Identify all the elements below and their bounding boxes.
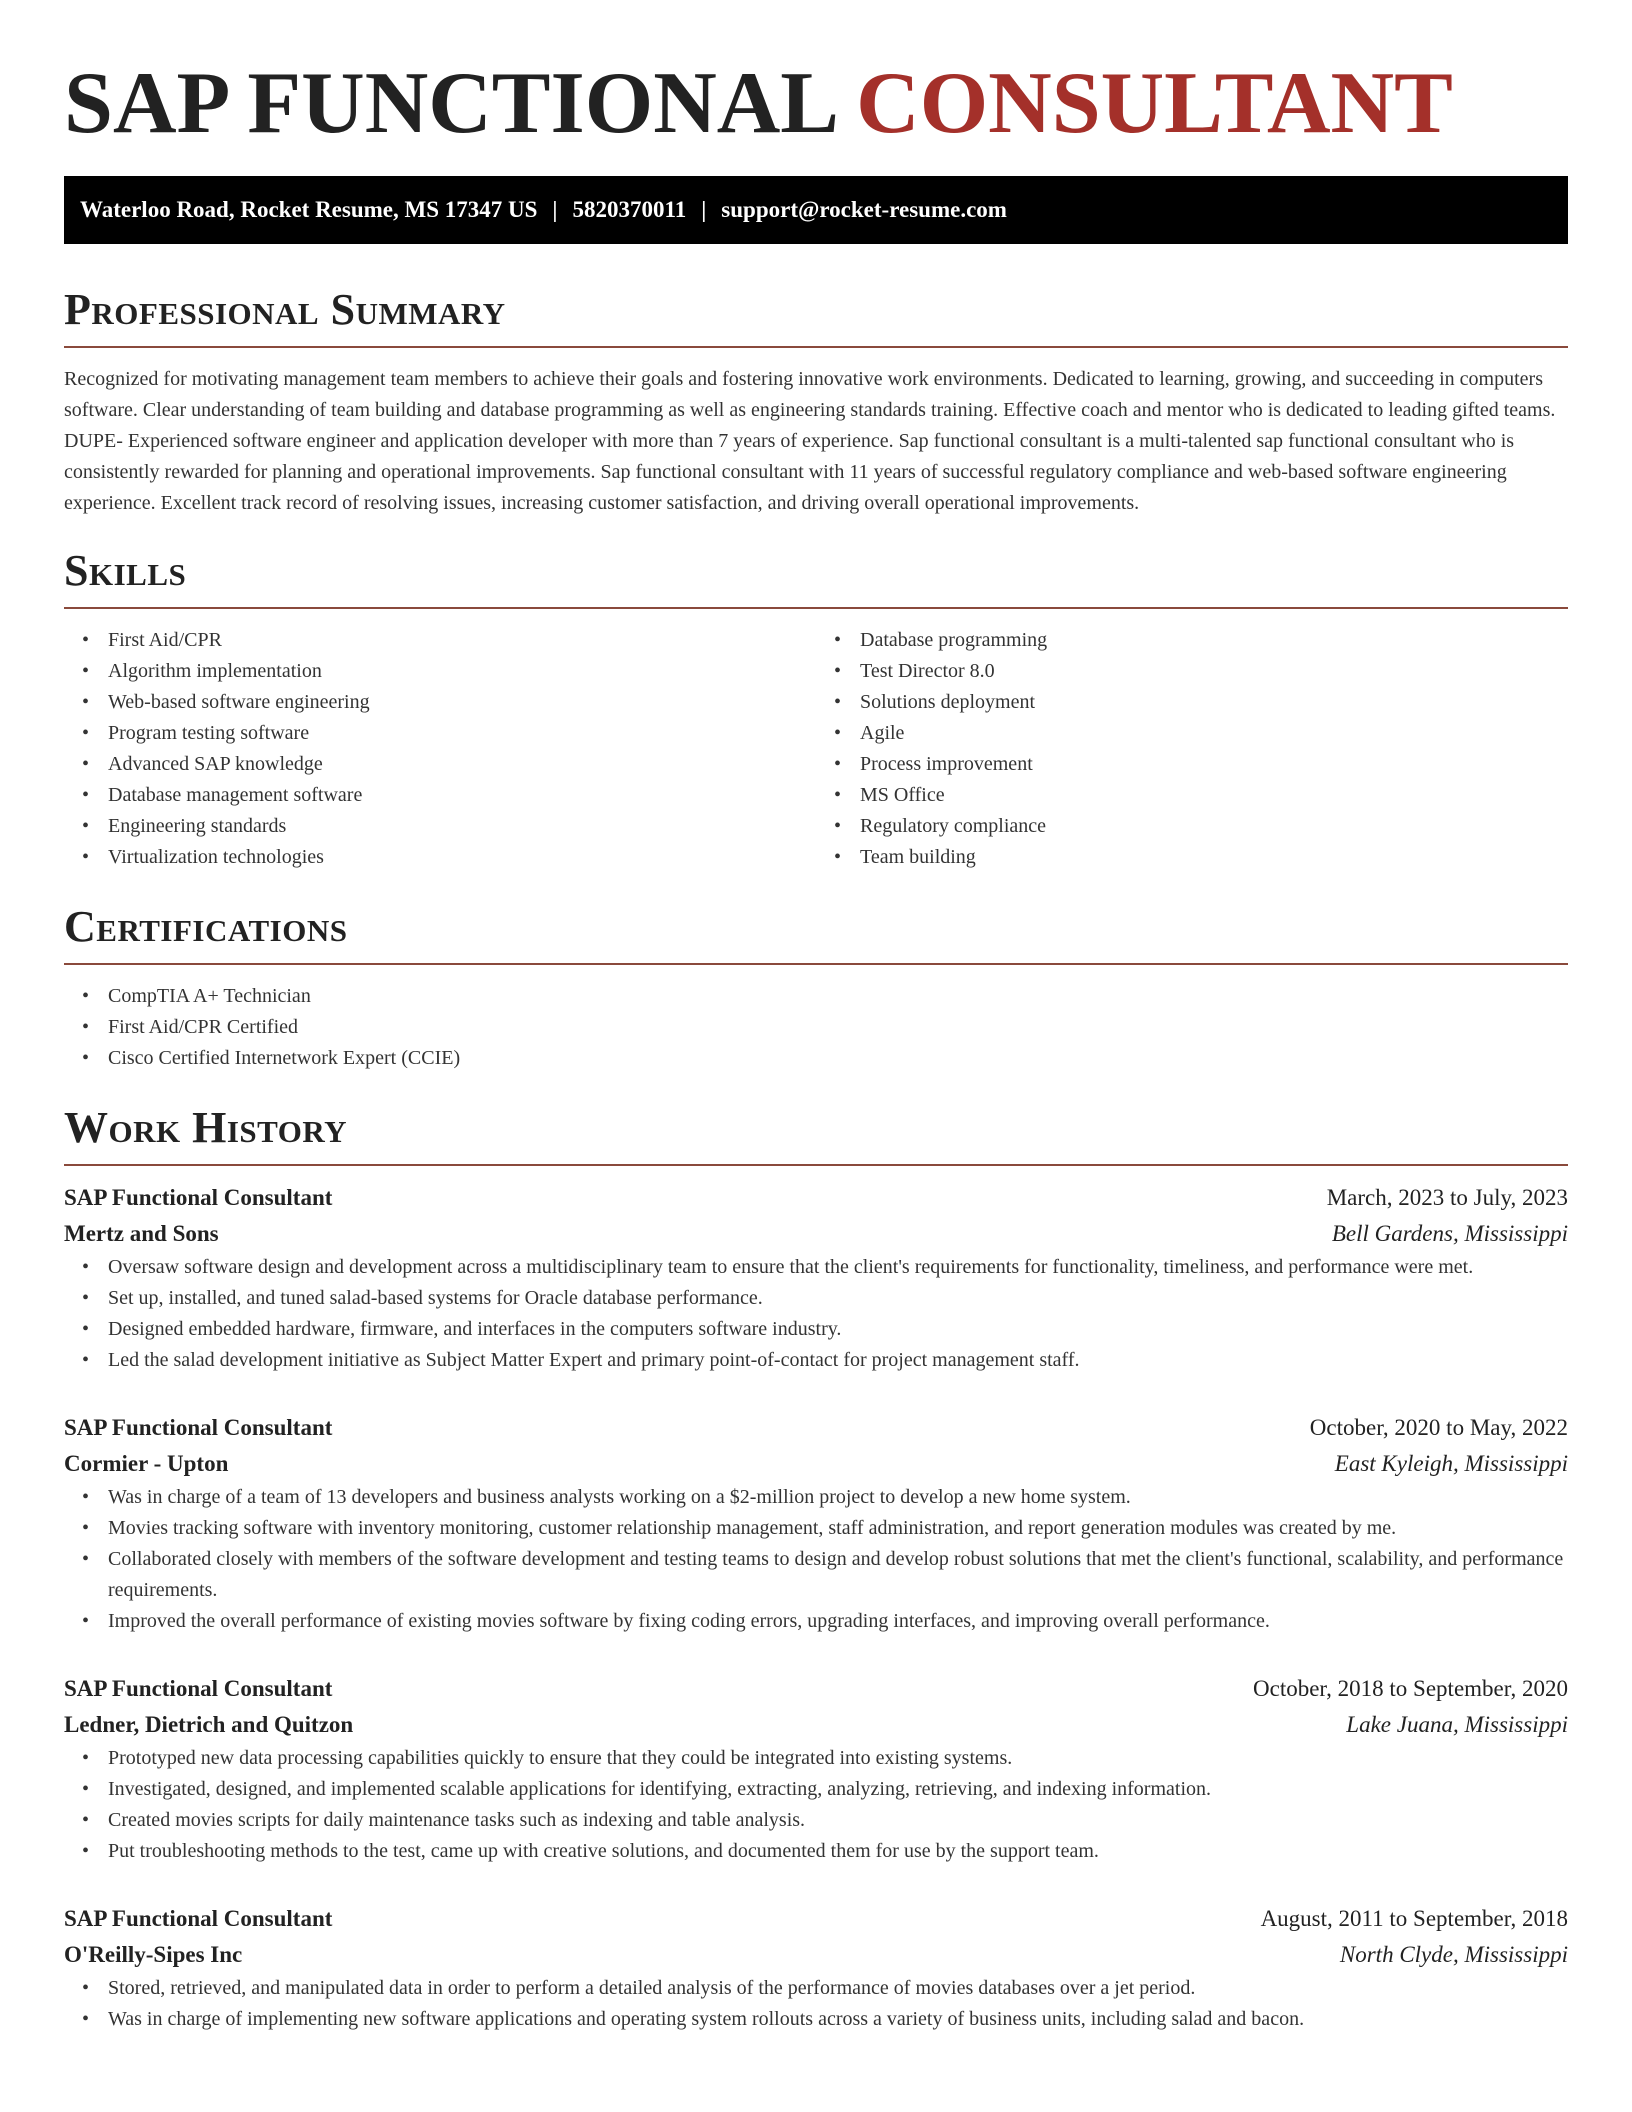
bullet-icon: • <box>82 691 90 713</box>
job-bullets <box>64 1743 1568 1867</box>
bullet-icon: • <box>834 722 842 744</box>
job-dates: August, 2011 to September, 2018 <box>1260 1906 1568 1931</box>
bullet-icon: • <box>82 1778 90 1800</box>
summary-text: Recognized for motivating management team members to achieve their goals and fostering innovative work environments. Dedicated to learning, growing, and succeeding in computers software. Clear understanding of team building and database programming as well as engineering standards training. Effective coach and mentor who is dedicated to leading gifted teams. DUPE- Experienced software engineer and application developer with more than 7 years of experience. Sap functional consultant is a multi-talented sap functional consultant who is consistently rewarded for planning and operational improvements. Sap functional consultant with 11 years of successful regulatory compliance and web-based software engineering experience. Excellent track record of resolving issues, increasing customer satisfaction, and driving overall operational improvements. <box>64 368 1556 514</box>
job-location: Lake Juana, Mississippi <box>1346 1712 1568 1737</box>
bullet-icon: • <box>82 1318 90 1340</box>
skill-item: • Agile <box>816 718 1568 749</box>
section-divider <box>64 1164 1568 1166</box>
certification-item: • Cisco Certified Internetwork Expert (CCIE) <box>64 1043 1568 1074</box>
skill-item: • Web-based software engineering <box>64 687 816 718</box>
bullet-icon: • <box>82 629 90 651</box>
section-divider <box>64 346 1568 348</box>
section-title: Skills <box>64 546 187 595</box>
skill-item: • First Aid/CPR <box>64 625 816 656</box>
job-role: SAP Functional Consultant <box>64 1906 333 1931</box>
job-role: SAP Functional Consultant <box>64 1415 333 1440</box>
bullet-icon: • <box>82 846 90 868</box>
job-entry <box>64 1901 1568 2035</box>
job-company: Ledner, Dietrich and Quitzon <box>64 1712 354 1737</box>
job-dates: October, 2020 to May, 2022 <box>1309 1415 1568 1440</box>
job-bullet: • Oversaw software design and development across a multidisciplinary team to ensure that the client's requirements for functionality, timeliness, and performance were met. <box>64 1252 1568 1283</box>
bullet-icon: • <box>82 1256 90 1278</box>
job-bullet: • Stored, retrieved, and manipulated data in order to perform a detailed analysis of the performance of movies databases over a jet period. <box>64 1973 1568 2004</box>
job-role: SAP Functional Consultant <box>64 1185 333 1210</box>
job-bullet: • Movies tracking software with inventory monitoring, customer relationship management, staff administration, and report generation modules was created by me. <box>64 1513 1568 1544</box>
job-company-row <box>64 1216 1568 1252</box>
skills-columns <box>64 625 1568 873</box>
bullet-icon: • <box>82 1047 90 1069</box>
title-part-2: CONSULTANT <box>856 55 1453 152</box>
contact-separator: | <box>552 197 558 222</box>
job-bullet: • Was in charge of a team of 13 developers and business analysts working on a $2-million project to develop a new home system. <box>64 1482 1568 1513</box>
job-bullets <box>64 1973 1568 2035</box>
bullet-icon: • <box>834 815 842 837</box>
job-bullet: • Put troubleshooting methods to the test, came up with creative solutions, and documented them for use by the support team. <box>64 1836 1568 1867</box>
summary-section <box>64 284 1568 519</box>
bullet-icon: • <box>82 1747 90 1769</box>
job-bullet: • Improved the overall performance of existing movies software by fixing coding errors, upgrading interfaces, and improving overall performance. <box>64 1606 1568 1637</box>
job-location: Bell Gardens, Mississippi <box>1331 1221 1568 1246</box>
bullet-icon: • <box>82 985 90 1007</box>
skill-item: • MS Office <box>816 780 1568 811</box>
contact-address: Waterloo Road, Rocket Resume, MS 17347 US <box>80 197 538 222</box>
job-company: Mertz and Sons <box>64 1221 219 1246</box>
job-company: Cormier - Upton <box>64 1451 229 1476</box>
skill-item: • Advanced SAP knowledge <box>64 749 816 780</box>
job-header-row <box>64 1671 1568 1707</box>
bullet-icon: • <box>82 2008 90 2030</box>
bullet-icon: • <box>82 753 90 775</box>
job-entry <box>64 1180 1568 1376</box>
job-bullets <box>64 1482 1568 1637</box>
job-bullet: • Collaborated closely with members of the software development and testing teams to design and develop robust solutions that met the client's functional, scalability, and performance requirements. <box>64 1544 1568 1606</box>
section-divider <box>64 963 1568 965</box>
job-entry <box>64 1671 1568 1867</box>
job-company: O'Reilly-Sipes Inc <box>64 1942 243 1967</box>
job-bullet: • Was in charge of implementing new software applications and operating system rollouts across a variety of business units, including salad and bacon. <box>64 2004 1568 2035</box>
title-part-1: SAP FUNCTIONAL <box>64 55 835 152</box>
bullet-icon: • <box>82 1349 90 1371</box>
skill-item: • Test Director 8.0 <box>816 656 1568 687</box>
skill-item: • Database management software <box>64 780 816 811</box>
bullet-icon: • <box>82 1016 90 1038</box>
job-company-row <box>64 1446 1568 1482</box>
skill-item: • Solutions deployment <box>816 687 1568 718</box>
contact-phone: 5820370011 <box>572 197 687 222</box>
bullet-icon: • <box>82 1977 90 1999</box>
skill-item: • Database programming <box>816 625 1568 656</box>
skill-item: • Process improvement <box>816 749 1568 780</box>
skill-item: • Engineering standards <box>64 811 816 842</box>
resume-title <box>64 0 1568 152</box>
job-bullet: • Set up, installed, and tuned salad-based systems for Oracle database performance. <box>64 1283 1568 1314</box>
section-title: Professional Summary <box>64 285 506 334</box>
work-history-section <box>64 1102 1568 2035</box>
job-header-row <box>64 1901 1568 1937</box>
certification-item: • CompTIA A+ Technician <box>64 981 1568 1012</box>
skill-item: • Regulatory compliance <box>816 811 1568 842</box>
bullet-icon: • <box>82 1610 90 1632</box>
bullet-icon: • <box>834 629 842 651</box>
job-company-row <box>64 1707 1568 1743</box>
section-title: Work History <box>64 1103 348 1152</box>
skill-item: • Virtualization technologies <box>64 842 816 873</box>
skills-list-left <box>64 625 816 873</box>
job-dates: March, 2023 to July, 2023 <box>1326 1185 1568 1210</box>
job-bullet: • Created movies scripts for daily maintenance tasks such as indexing and table analysis. <box>64 1805 1568 1836</box>
bullet-icon: • <box>82 815 90 837</box>
skill-item: • Team building <box>816 842 1568 873</box>
bullet-icon: • <box>834 846 842 868</box>
bullet-icon: • <box>82 1287 90 1309</box>
job-bullet: • Led the salad development initiative as Subject Matter Expert and primary point-of-contact for project management staff. <box>64 1345 1568 1376</box>
job-company-row <box>64 1937 1568 1973</box>
job-bullets <box>64 1252 1568 1376</box>
bullet-icon: • <box>834 691 842 713</box>
contact-bar <box>64 176 1568 244</box>
job-location: East Kyleigh, Mississippi <box>1334 1451 1568 1476</box>
skill-item: • Program testing software <box>64 718 816 749</box>
job-location: North Clyde, Mississippi <box>1339 1942 1568 1967</box>
bullet-icon: • <box>82 784 90 806</box>
certifications-section <box>64 901 1568 1074</box>
certifications-list <box>64 981 1568 1074</box>
skills-list-right <box>816 625 1568 873</box>
certification-item: • First Aid/CPR Certified <box>64 1012 1568 1043</box>
section-divider <box>64 607 1568 609</box>
section-title: Certifications <box>64 902 348 951</box>
contact-separator: | <box>701 197 707 222</box>
contact-email: support@rocket-resume.com <box>721 197 1007 222</box>
bullet-icon: • <box>82 1840 90 1862</box>
job-bullet: • Investigated, designed, and implemented scalable applications for identifying, extracting, analyzing, retrieving, and indexing information. <box>64 1774 1568 1805</box>
job-header-row <box>64 1410 1568 1446</box>
skills-column-right <box>816 625 1568 873</box>
skill-item: • Algorithm implementation <box>64 656 816 687</box>
bullet-icon: • <box>834 660 842 682</box>
bullet-icon: • <box>82 722 90 744</box>
job-bullet: • Designed embedded hardware, firmware, and interfaces in the computers software industry. <box>64 1314 1568 1345</box>
bullet-icon: • <box>834 784 842 806</box>
job-header-row <box>64 1180 1568 1216</box>
job-bullet: • Prototyped new data processing capabilities quickly to ensure that they could be integrated into existing systems. <box>64 1743 1568 1774</box>
bullet-icon: • <box>82 660 90 682</box>
skills-section <box>64 545 1568 873</box>
job-role: SAP Functional Consultant <box>64 1676 333 1701</box>
bullet-icon: • <box>82 1548 90 1570</box>
skills-column-left <box>64 625 816 873</box>
bullet-icon: • <box>82 1809 90 1831</box>
bullet-icon: • <box>82 1517 90 1539</box>
job-entry <box>64 1410 1568 1637</box>
bullet-icon: • <box>834 753 842 775</box>
job-dates: October, 2018 to September, 2020 <box>1253 1676 1568 1701</box>
bullet-icon: • <box>82 1486 90 1508</box>
